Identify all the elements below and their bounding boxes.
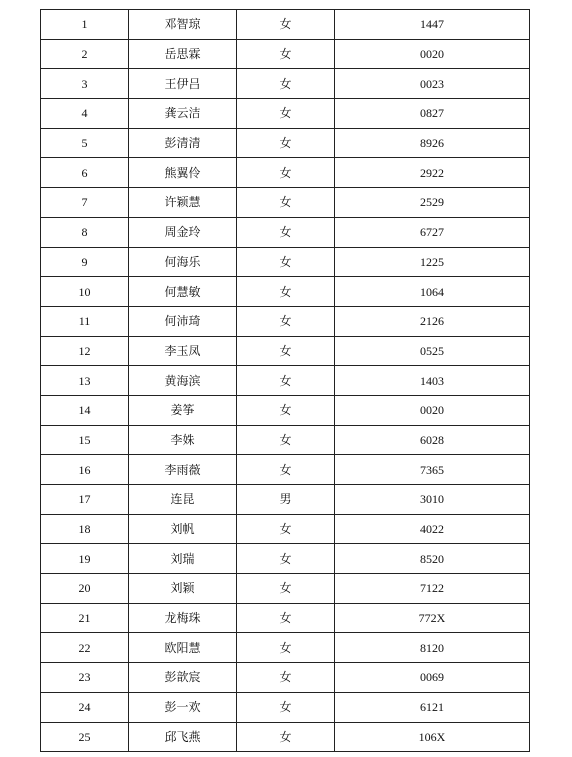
cell-index: 17	[41, 485, 129, 515]
cell-id-suffix: 1064	[335, 277, 530, 307]
cell-id-suffix: 7365	[335, 455, 530, 485]
cell-gender: 女	[237, 425, 335, 455]
table-row	[41, 217, 530, 247]
cell-id-suffix: 6727	[335, 217, 530, 247]
cell-index: 1	[41, 10, 129, 40]
cell-id-suffix: 2529	[335, 188, 530, 218]
cell-gender: 女	[237, 544, 335, 574]
cell-name: 邱飞燕	[129, 722, 237, 752]
cell-gender: 男	[237, 485, 335, 515]
cell-index: 9	[41, 247, 129, 277]
table-row	[41, 366, 530, 396]
cell-gender: 女	[237, 455, 335, 485]
table-row	[41, 425, 530, 455]
cell-index: 18	[41, 514, 129, 544]
cell-gender: 女	[237, 336, 335, 366]
cell-id-suffix: 772X	[335, 603, 530, 633]
cell-gender: 女	[237, 366, 335, 396]
cell-index: 23	[41, 663, 129, 693]
table-row	[41, 722, 530, 752]
cell-gender: 女	[237, 158, 335, 188]
cell-index: 24	[41, 692, 129, 722]
table-row	[41, 188, 530, 218]
cell-id-suffix: 8520	[335, 544, 530, 574]
cell-id-suffix: 0020	[335, 395, 530, 425]
cell-name: 龙梅珠	[129, 603, 237, 633]
cell-name: 李玉凤	[129, 336, 237, 366]
cell-id-suffix: 6121	[335, 692, 530, 722]
cell-id-suffix: 6028	[335, 425, 530, 455]
table-row	[41, 633, 530, 663]
cell-index: 11	[41, 306, 129, 336]
cell-gender: 女	[237, 10, 335, 40]
cell-gender: 女	[237, 39, 335, 69]
cell-index: 14	[41, 395, 129, 425]
cell-index: 12	[41, 336, 129, 366]
cell-name: 姜筝	[129, 395, 237, 425]
cell-name: 连昆	[129, 485, 237, 515]
cell-name: 何海乐	[129, 247, 237, 277]
cell-gender: 女	[237, 99, 335, 129]
cell-id-suffix: 0023	[335, 69, 530, 99]
cell-name: 邓智琼	[129, 10, 237, 40]
cell-gender: 女	[237, 633, 335, 663]
cell-index: 25	[41, 722, 129, 752]
cell-gender: 女	[237, 663, 335, 693]
table-row	[41, 128, 530, 158]
roster-table	[40, 9, 530, 752]
cell-id-suffix: 3010	[335, 485, 530, 515]
cell-name: 许颖慧	[129, 188, 237, 218]
cell-index: 19	[41, 544, 129, 574]
cell-id-suffix: 1225	[335, 247, 530, 277]
table-row	[41, 69, 530, 99]
cell-gender: 女	[237, 514, 335, 544]
table-row	[41, 247, 530, 277]
cell-name: 刘瑞	[129, 544, 237, 574]
cell-gender: 女	[237, 277, 335, 307]
cell-index: 20	[41, 574, 129, 604]
table-row	[41, 277, 530, 307]
cell-name: 何慧敏	[129, 277, 237, 307]
cell-gender: 女	[237, 722, 335, 752]
table-row	[41, 336, 530, 366]
cell-id-suffix: 0069	[335, 663, 530, 693]
table-row	[41, 692, 530, 722]
cell-id-suffix: 2922	[335, 158, 530, 188]
cell-gender: 女	[237, 128, 335, 158]
cell-gender: 女	[237, 574, 335, 604]
cell-name: 岳思霖	[129, 39, 237, 69]
cell-index: 8	[41, 217, 129, 247]
cell-gender: 女	[237, 395, 335, 425]
cell-name: 李姝	[129, 425, 237, 455]
cell-index: 6	[41, 158, 129, 188]
cell-name: 周金玲	[129, 217, 237, 247]
roster-table-body	[41, 10, 530, 752]
cell-index: 10	[41, 277, 129, 307]
table-row	[41, 574, 530, 604]
cell-index: 21	[41, 603, 129, 633]
cell-gender: 女	[237, 188, 335, 218]
cell-id-suffix: 0827	[335, 99, 530, 129]
cell-gender: 女	[237, 306, 335, 336]
table-row	[41, 544, 530, 574]
cell-id-suffix: 7122	[335, 574, 530, 604]
cell-gender: 女	[237, 692, 335, 722]
cell-name: 何沛琦	[129, 306, 237, 336]
table-row	[41, 99, 530, 129]
table-row	[41, 39, 530, 69]
cell-name: 龚云洁	[129, 99, 237, 129]
cell-id-suffix: 4022	[335, 514, 530, 544]
cell-gender: 女	[237, 247, 335, 277]
cell-name: 王伊吕	[129, 69, 237, 99]
cell-name: 黄海滨	[129, 366, 237, 396]
table-row	[41, 158, 530, 188]
table-row	[41, 603, 530, 633]
cell-name: 彭歆宸	[129, 663, 237, 693]
cell-gender: 女	[237, 217, 335, 247]
cell-id-suffix: 0020	[335, 39, 530, 69]
cell-name: 刘颖	[129, 574, 237, 604]
cell-id-suffix: 8120	[335, 633, 530, 663]
cell-index: 22	[41, 633, 129, 663]
cell-index: 15	[41, 425, 129, 455]
cell-name: 彭清清	[129, 128, 237, 158]
cell-gender: 女	[237, 69, 335, 99]
cell-id-suffix: 2126	[335, 306, 530, 336]
cell-index: 16	[41, 455, 129, 485]
cell-index: 5	[41, 128, 129, 158]
cell-index: 4	[41, 99, 129, 129]
table-row	[41, 395, 530, 425]
table-row	[41, 455, 530, 485]
cell-index: 3	[41, 69, 129, 99]
cell-gender: 女	[237, 603, 335, 633]
cell-id-suffix: 106X	[335, 722, 530, 752]
table-row	[41, 514, 530, 544]
cell-index: 2	[41, 39, 129, 69]
table-row	[41, 10, 530, 40]
cell-id-suffix: 0525	[335, 336, 530, 366]
table-row	[41, 485, 530, 515]
cell-id-suffix: 1403	[335, 366, 530, 396]
cell-name: 熊翼伶	[129, 158, 237, 188]
cell-id-suffix: 8926	[335, 128, 530, 158]
cell-name: 彭一欢	[129, 692, 237, 722]
cell-name: 刘帆	[129, 514, 237, 544]
cell-name: 欧阳慧	[129, 633, 237, 663]
cell-name: 李雨薇	[129, 455, 237, 485]
table-row	[41, 663, 530, 693]
cell-index: 7	[41, 188, 129, 218]
cell-index: 13	[41, 366, 129, 396]
table-row	[41, 306, 530, 336]
cell-id-suffix: 1447	[335, 10, 530, 40]
